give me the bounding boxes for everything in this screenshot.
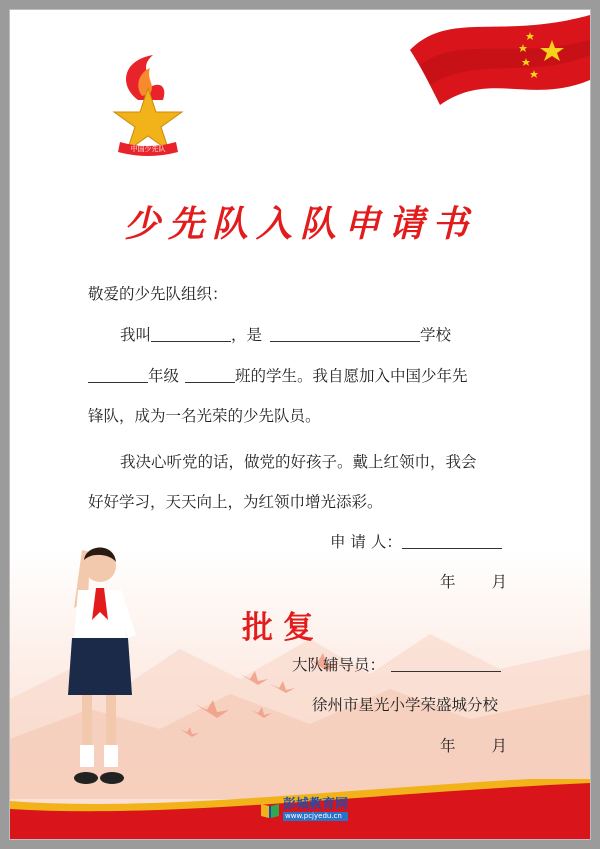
application-page [10,10,590,839]
young-pioneer-emblem [98,50,198,160]
school-name: 徐州市星光小学荣盛城分校 [312,696,499,714]
salutation: 敬爱的少先队组织： [88,285,228,303]
footer-logo[interactable] [260,798,348,821]
page-title: 少先队入队申请书 [123,203,476,245]
school-text: 学校 [420,326,452,344]
reply-title: 批复 [242,610,324,646]
applicant-label: 申 请 人： [330,533,402,551]
class-text: 班的学生。我自愿加入中国少年先 [235,367,468,385]
applicant-row [330,532,502,552]
counselor-row [292,655,501,675]
date1-year: 年 [440,573,456,591]
date1 [440,572,507,592]
grade-blank[interactable] [88,366,148,383]
school-blank[interactable] [270,325,420,342]
emblem-ribbon-text: 中国少先队 [130,145,166,153]
paragraph2-line1: 我决心听党的话，做党的好孩子。戴上红领巾，我会 [120,453,477,471]
footer-site-url: www.pcjyedu.cn [283,812,348,821]
paragraph1-line3: 锋队，成为一名光荣的少先队员。 [88,407,321,425]
saluting-girl-illustration [60,530,150,800]
paragraph1-line1 [120,325,451,345]
counselor-blank[interactable] [391,655,501,672]
date2-year: 年 [440,737,456,755]
footer-site-name: 彭城教育网 [283,797,349,812]
is-text: ，是 [231,326,263,344]
paragraph2-line2: 好好学习，天天向上，为红领巾增光添彩。 [88,493,383,511]
date2 [440,736,507,756]
date1-month: 月 [491,573,508,591]
flag-decoration [380,10,590,120]
grade-text: 年级 [148,367,180,385]
counselor-label: 大队辅导员： [292,656,386,674]
book-icon [260,801,280,819]
intro-text: 我叫 [120,326,152,344]
paragraph1-line2 [88,366,468,386]
applicant-blank[interactable] [402,532,502,549]
date2-month: 月 [491,737,508,755]
class-blank[interactable] [185,366,235,383]
name-blank[interactable] [151,325,231,342]
